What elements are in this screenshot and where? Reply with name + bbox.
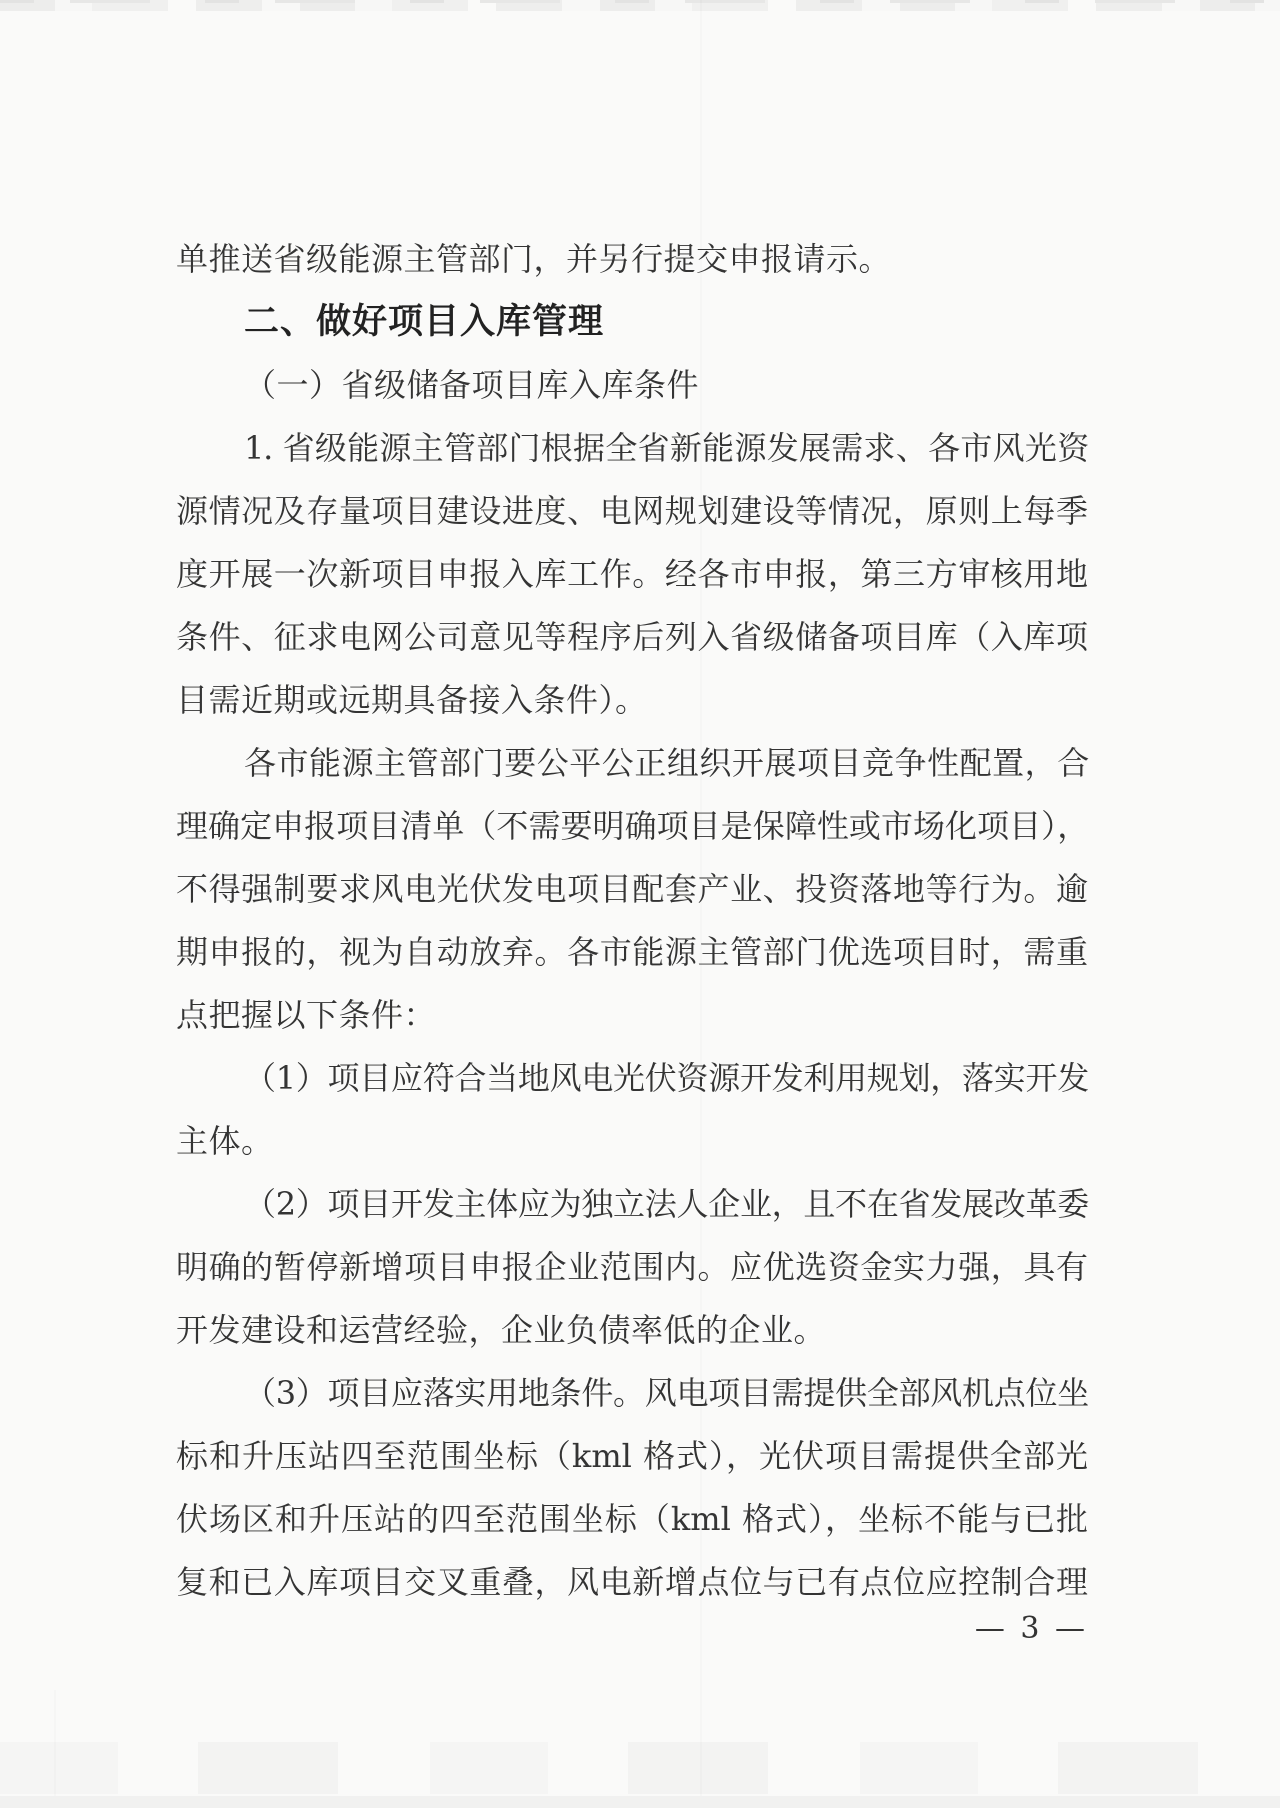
- body-line: 单推送省级能源主管部门，并另行提交申报请示。: [176, 240, 892, 278]
- page-number: — 3 —: [974, 1611, 1088, 1646]
- body-line: 伏场区和升压站的四至范围坐标（kml 格式），坐标不能与已批: [176, 1500, 1088, 1538]
- body-line: 点把握以下条件：: [176, 996, 437, 1034]
- body-line: 复和已入库项目交叉重叠，风电新增点位与已有点位应控制合理: [176, 1563, 1088, 1601]
- body-line: 源情况及存量项目建设进度、电网规划建设等情况，原则上每季: [176, 492, 1088, 530]
- body-line: （3）项目应落实用地条件。风电项目需提供全部风机点位坐: [244, 1374, 1088, 1412]
- subsection-heading: （一）省级储备项目库入库条件: [244, 366, 700, 404]
- scan-artifact-top-strip: [0, 0, 1280, 11]
- body-line: 理确定申报项目清单（不需要明确项目是保障性或市场化项目），: [176, 807, 1088, 845]
- body-line: （2）项目开发主体应为独立法人企业，且不在省发展改革委: [244, 1185, 1088, 1223]
- scan-artifact-bottom-strip: [0, 1796, 1280, 1808]
- body-line: 期申报的，视为自动放弃。各市能源主管部门优选项目时，需重: [176, 933, 1088, 971]
- body-line: 不得强制要求风电光伏发电项目配套产业、投资落地等行为。逾: [176, 870, 1088, 908]
- body-line: 各市能源主管部门要公平公正组织开展项目竞争性配置，合: [244, 744, 1088, 782]
- body-line: 开发建设和运营经验，企业负债率低的企业。: [176, 1311, 827, 1349]
- body-line: 1. 省级能源主管部门根据全省新能源发展需求、各市风光资: [244, 429, 1088, 467]
- body-line: 主体。: [176, 1122, 274, 1160]
- scan-artifact-bottom-mottle: [0, 1742, 1280, 1794]
- document-body: [176, 228, 1088, 1614]
- body-line: 明确的暂停新增项目申报企业范围内。应优选资金实力强，具有: [176, 1248, 1088, 1286]
- body-line: 标和升压站四至范围坐标（kml 格式），光伏项目需提供全部光: [176, 1437, 1088, 1475]
- body-line: 度开展一次新项目申报入库工作。经各市申报，第三方审核用地: [176, 555, 1088, 593]
- body-line: 目需近期或远期具备接入条件）。: [176, 681, 648, 719]
- section-heading: 二、做好项目入库管理: [244, 302, 605, 342]
- body-line: （1）项目应符合当地风电光伏资源开发利用规划，落实开发: [244, 1059, 1088, 1097]
- body-line: 条件、征求电网公司意见等程序后列入省级储备项目库（入库项: [176, 618, 1088, 656]
